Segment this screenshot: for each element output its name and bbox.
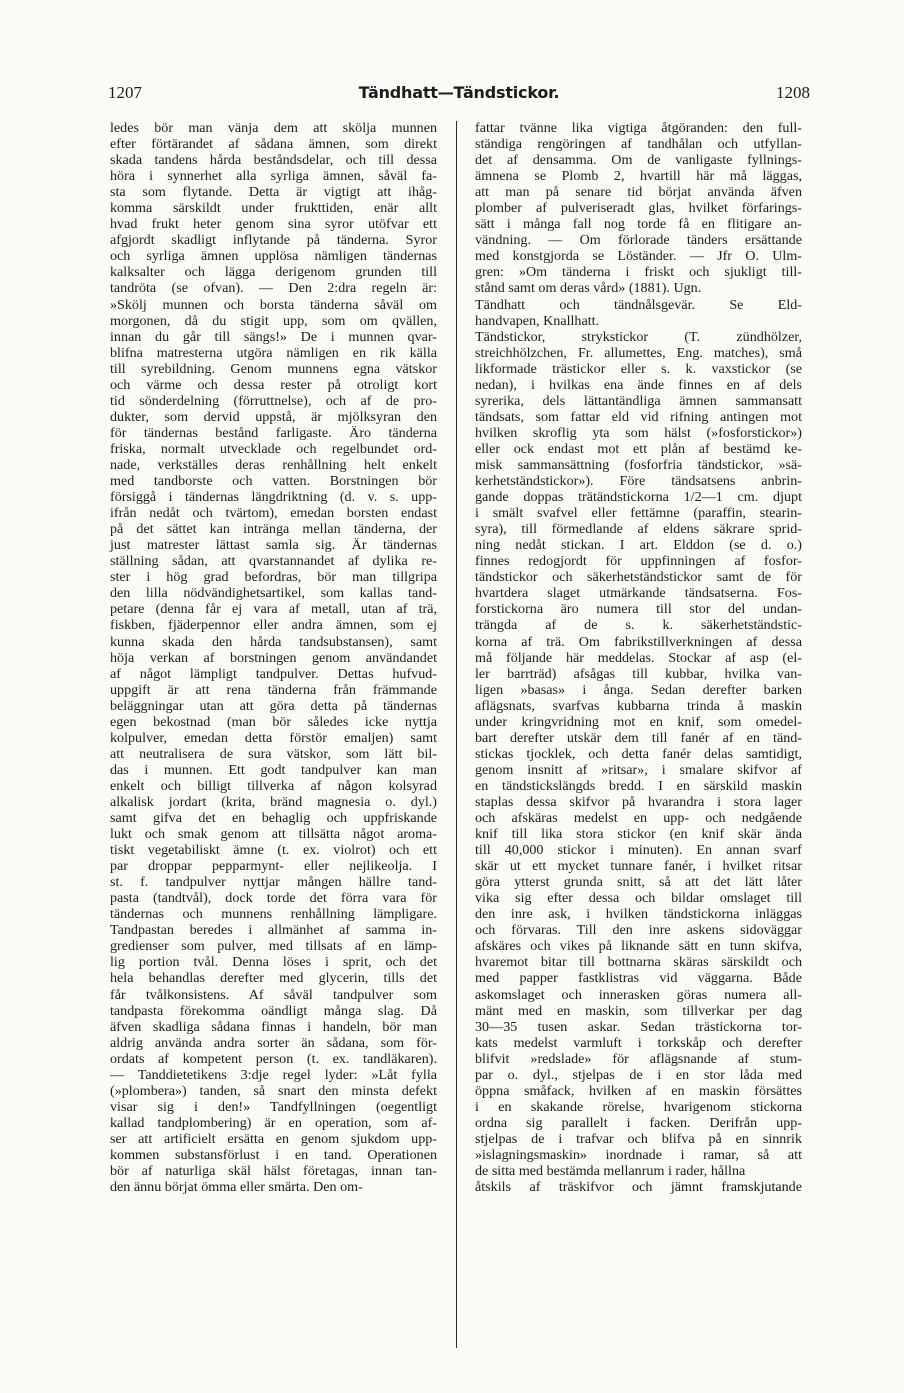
text-line: das i munnen. Ett godt tandpulver kan man xyxy=(110,761,437,778)
text-line: uppgift är att rena tänderna från främmande xyxy=(110,681,437,698)
text-line: af något lämpligt tandpulver. Dettas hufvud- xyxy=(110,665,437,682)
running-head-title: Tändhatt—Tändstickor. xyxy=(358,83,560,102)
text-line: aldrig använda andra sorter än sådana, som för- xyxy=(110,1034,437,1051)
text-line: knif till lika stora stickor (en knif skär ända xyxy=(475,826,802,843)
text-line: ställning sådan, att qvarstannandet af dylika re- xyxy=(110,553,437,570)
text-line: de sitta med bestämda mellanrum i rader, hållna xyxy=(475,1163,746,1180)
text-line: fattar tvänne lika vigtiga åtgöranden: den full- xyxy=(475,120,802,136)
text-line: gren: »Om tänderna i friskt och sjukligt till- xyxy=(475,264,802,281)
text-line: att man på senare tid börjat använda äfven xyxy=(475,184,802,201)
text-line: visar sig i den!» Tandfyllningen (oegentligt xyxy=(110,1098,437,1115)
page-header xyxy=(108,83,810,107)
text-line: syra), till förmedlande af eldens säkrare sprid- xyxy=(475,521,802,538)
text-line: kolpulver, emedan detta förstör emaljen) samt xyxy=(110,729,437,746)
text-line: den ännu börjat ömma eller smärta. Den om- xyxy=(110,1179,363,1196)
text-line: i smält svafvel eller fettämne (paraffin, stearin- xyxy=(475,505,802,522)
text-line: må följande här meddelas. Stockar af asp (el- xyxy=(475,649,802,666)
text-line: innan du går till sängs!» De i munnen qvar- xyxy=(110,328,437,345)
text-line: ser att artificielt ersätta en genom sjukdom upp- xyxy=(110,1130,437,1147)
page-number-left: 1207 xyxy=(108,83,142,102)
text-line: ifrån nedåt och tvärtom), emedan borsten endast xyxy=(110,505,437,522)
text-line: lig portion tvål. Denna löses i sprit, och det xyxy=(110,954,437,971)
text-line: höra i synnerhet alla syrliga ämnen, såväl fa- xyxy=(110,168,437,185)
text-line: just matrester lättast samla sig. Är tändernas xyxy=(110,537,437,554)
text-line: mänt med en maskin, som tillverkar per dag xyxy=(475,1002,802,1019)
text-line: med papper fastklistras vid väggarna. Både xyxy=(475,970,802,987)
text-line: försiggå i tändernas längdriktning (d. v. s. upp- xyxy=(110,489,437,506)
text-line: staplas dessa skifvor på hvarandra i stora lager xyxy=(475,793,802,810)
text-line: sätt i många fall nog torde få en flitigare an- xyxy=(475,216,802,233)
text-line: ständiga rengöringen af tandhålan och utfyllan- xyxy=(475,136,802,153)
text-line: tid sönderdelning (förruttnelse), och af de pro- xyxy=(110,392,437,409)
text-line: att neutralisera de sura vätskor, som lätt bil- xyxy=(110,745,437,762)
text-line: trängda af de s. k. säkerhetständstic- xyxy=(475,617,802,634)
text-line: tändsats, som fattar eld vid rifning antingen mot xyxy=(475,408,802,425)
text-line: bart derefter utskär dem till fanér af en tänd- xyxy=(475,729,802,746)
text-line: nedan), i hvilkas ena ände finnes en af dels xyxy=(475,376,802,393)
text-line: hvad frukt heter genom sina syror utöfvar ett xyxy=(110,216,437,233)
text-line: »islagningsmaskin» inordnade i ramar, så att xyxy=(475,1147,802,1163)
text-line: och värme och dessa rester på otroligt kort xyxy=(110,376,437,393)
text-line: under kringvridning mot en knif, som omedel- xyxy=(475,713,802,730)
left-column xyxy=(110,120,437,1195)
text-line: ordna sig parallelt i facken. Derifrån upp- xyxy=(475,1114,802,1131)
right-column xyxy=(475,120,802,1195)
text-line: pasta (tandtvål), dock torde det förra vara för xyxy=(110,890,437,907)
text-line: vika sig efter dessa och bildar omslaget till xyxy=(475,890,802,907)
text-line: korna af trä. Om fabrikstillverkningen af dessa xyxy=(475,633,802,650)
text-line: ledes bör man vänja dem att skölja munnen xyxy=(110,120,437,136)
text-line: en tändstickslängds bredd. I en särskild maskin xyxy=(475,777,802,794)
text-line: ämnena se Plomb 2, hvartill här må läggas, xyxy=(475,168,802,185)
text-line: och afskäras medelst en upp- och nedgående xyxy=(475,810,802,827)
text-line: aflägsnats, svarfvas kubbarna trinda å maskin xyxy=(475,697,802,714)
text-line: afskäres och vikes på liknande sätt en tunn skifva, xyxy=(475,938,802,955)
text-line: öppna småfack, hvilken af en maskin försättes xyxy=(475,1082,802,1099)
text-line: skär ut ett mycket tunnare fanér, i hvilket ritsar xyxy=(475,858,802,875)
text-line: stickas tjocklek, och detta fanér delas samtidigt, xyxy=(475,745,802,762)
page-number-right: 1208 xyxy=(776,83,810,102)
text-line: och syrliga ämnen upplösa nämligen tändernas xyxy=(110,248,437,265)
text-line: misk sammansättning (fosforfria tändstickor, »sä- xyxy=(475,456,802,473)
text-line: stjelpas de i trafvar och blifva på en sinnrik xyxy=(475,1130,802,1147)
text-line: hvartdera slaget utmärkande tändsatserna. Fos- xyxy=(475,585,802,602)
text-line: bör af naturliga skäl hälst företagas, innan tan- xyxy=(110,1163,437,1180)
text-line: hvilken skroflig yta som hälst (»fosforstickor») xyxy=(475,424,802,441)
text-line: blifna matresterna utgöra nämligen en rik källa xyxy=(110,344,437,361)
text-line: blifvit »redslade» för aflägsnande af stum- xyxy=(475,1050,802,1067)
text-line: till syrebildning. Genom munnens egna vätskor xyxy=(110,360,437,377)
text-line: tandpasta förekomma oändligt många slag. Då xyxy=(110,1002,437,1019)
text-line: för tändernas bestånd farligaste. Äro tänderna xyxy=(110,424,437,441)
text-line: petare (denna får ej vara af metall, utan af trä, xyxy=(110,601,437,618)
text-line: lukt och smak genom att tillsätta något aroma- xyxy=(110,826,437,843)
text-line: handvapen, Knallhatt. xyxy=(475,312,600,329)
text-line: alkalisk jordart (krita, bränd magnesia o. dyl.) xyxy=(110,793,437,810)
text-line: vändning. — Om förlorade tänders ersättande xyxy=(475,232,802,249)
text-line: 30—35 tusen askar. Sedan trästickorna tor- xyxy=(475,1018,802,1035)
text-line: kallad tandplombering) är en operation, som af- xyxy=(110,1114,437,1131)
text-line: åtskils af träskifvor och jämnt framskjutande xyxy=(475,1179,802,1196)
text-line: hvaremot bitar till bottnarna skäras särskildt och xyxy=(475,954,802,971)
text-line: tändernas och munnens renhållning lämpligare. xyxy=(110,906,437,923)
text-line: tändstickor och säkerhetständstickor samt de för xyxy=(475,569,802,586)
text-line: höja verkan af borstningen genom användandet xyxy=(110,649,437,666)
text-line: kalksalter och lägga derigenom grunden till xyxy=(110,264,437,281)
text-line: göra ytterst grunda snitt, så att det lätt låter xyxy=(475,874,802,891)
text-line: »Skölj munnen och borsta tänderna såväl om xyxy=(110,296,437,313)
text-line: äfven skadliga sådana finnas i handeln, bör man xyxy=(110,1018,437,1035)
text-line: syrerika, dels lättantändliga ämnen sammansatt xyxy=(475,392,802,409)
text-line: friska, normalt utvecklade och regelbundet ord- xyxy=(110,440,437,457)
text-line: — Tanddietetikens 3:dje regel lyder: »Låt fylla xyxy=(110,1066,437,1083)
text-line: på det sättet kan intränga mellan tänderna, der xyxy=(110,521,437,538)
column-divider xyxy=(456,121,457,1348)
text-line: streichhölzchen, Fr. allumettes, Eng. matches), små xyxy=(475,344,802,361)
text-line: kats medelst varmluft i torkskåp och derefter xyxy=(475,1034,802,1051)
text-line: Tändstickor, strykstickor (T. zündhölzer, xyxy=(475,328,802,345)
text-line: ster i hög grad befordras, bör man tillgripa xyxy=(110,569,437,586)
text-line: kerhetständstickor»). Före tändsatsens anbrin- xyxy=(475,473,802,490)
text-line: par o. dyl., stjelpas de i en stor låda med xyxy=(475,1066,802,1083)
text-line: egen bekostnad (man bör således icke nyttja xyxy=(110,713,437,730)
text-line: och förvaras. Till den inre askens sidoväggar xyxy=(475,922,802,939)
text-line: kunna skada den hårda tandsubstansen), samt xyxy=(110,633,437,650)
text-line: finnes redogjordt för uppfinningen af fosfor- xyxy=(475,553,802,570)
text-line: sta som flytande. Detta är vigtigt att ihåg- xyxy=(110,184,437,201)
text-line: par droppar pepparmynt- eller nejlikeolja. I xyxy=(110,858,437,875)
text-line: beläggningar utan att göra detta på tändernas xyxy=(110,697,437,714)
text-line: tiskt vegetabiliskt ämne (t. ex. violrot) och ett xyxy=(110,842,437,859)
text-line: samt gifva det en behaglig och uppfriskande xyxy=(110,810,437,827)
text-line: komma särskildt under frukttiden, enär allt xyxy=(110,200,437,217)
text-line: med konstgjorda se Löständer. — Jfr O. Ulm- xyxy=(475,248,802,265)
text-line: gredienser som pulver, med tillsats af en lämp- xyxy=(110,938,437,955)
text-line: Tandpastan beredes i allmänhet af samma in- xyxy=(110,922,437,939)
text-line: nade, verkställes deras renhållning helt enkelt xyxy=(110,456,437,473)
text-line: den inre ask, i hvilken tändstickorna inläggas xyxy=(475,906,802,923)
text-line: med tandborste och vatten. Borstningen bör xyxy=(110,473,437,490)
text-line: ning nedåt stickan. I art. Elddon (se d. o.) xyxy=(475,537,802,554)
text-line: Tändhatt och tändnålsgevär. Se Eld- xyxy=(475,296,802,313)
text-line: morgonen, då du stigit upp, som om qvällen, xyxy=(110,312,437,329)
text-line: hela behandlas derefter med glycerin, tills det xyxy=(110,970,437,987)
text-line: askomslaget och innerasken göras numera all- xyxy=(475,986,802,1003)
text-line: i en skakande rörelse, hvarigenom stickorna xyxy=(475,1098,802,1115)
text-line: stånd samt om deras vård» (1881). Ugn. xyxy=(475,280,702,297)
text-line: afgjordt skadligt inflytande på tänderna. Syror xyxy=(110,232,437,249)
text-line: fiskben, fjäderpennor eller andra ämnen, som ej xyxy=(110,617,437,634)
text-line: till 40,000 stickor i minuten). En annan svarf xyxy=(475,842,802,859)
text-line: gande doppas trätändstickorna 1/2—1 cm. djupt xyxy=(475,489,802,506)
text-line: ler barrträd) afsågas till kubbar, hvilka van- xyxy=(475,665,802,682)
text-line: efter förtärandet af sådana ämnen, som direkt xyxy=(110,136,437,153)
text-line: eller ock endast mot ett plån af bestämd ke- xyxy=(475,440,802,457)
text-line: likformade trästickor eller s. k. vaxstickor (se xyxy=(475,360,802,377)
text-line: forstickorna äro numera till stor del undan- xyxy=(475,601,802,618)
text-line: kommen substansförlust i en tand. Operationen xyxy=(110,1147,437,1163)
text-line: det af densamma. Om de vanligaste fyllnings- xyxy=(475,152,802,169)
text-line: dukter, som dervid uppstå, är mjölksyran den xyxy=(110,408,437,425)
text-line: får tvålkonsistens. Af såväl tandpulver som xyxy=(110,986,437,1003)
text-line: genom insnitt af »ritsar», i smalare skifvor af xyxy=(475,761,802,778)
text-line: plomber af pulveriseradt glas, hvilket förfarings- xyxy=(475,200,802,217)
text-line: (»plombera») tanden, så snart den minsta defekt xyxy=(110,1082,437,1099)
text-line: tandröta (se ofvan). — Den 2:dra regeln är: xyxy=(110,280,437,297)
text-line: st. f. tandpulver nyttjar mången hällre tand- xyxy=(110,874,437,891)
text-line: enkelt och billigt tillverka af någon kolsyrad xyxy=(110,777,437,794)
text-line: den lilla nödvändighetsartikel, som kallas tand- xyxy=(110,585,437,602)
text-line: skada tandens hårda beståndsdelar, och till dessa xyxy=(110,152,437,169)
text-line: ligen »basas» i ånga. Sedan derefter barken xyxy=(475,681,802,698)
text-line: ordats af kompetent person (t. ex. tandläkaren). xyxy=(110,1050,437,1067)
